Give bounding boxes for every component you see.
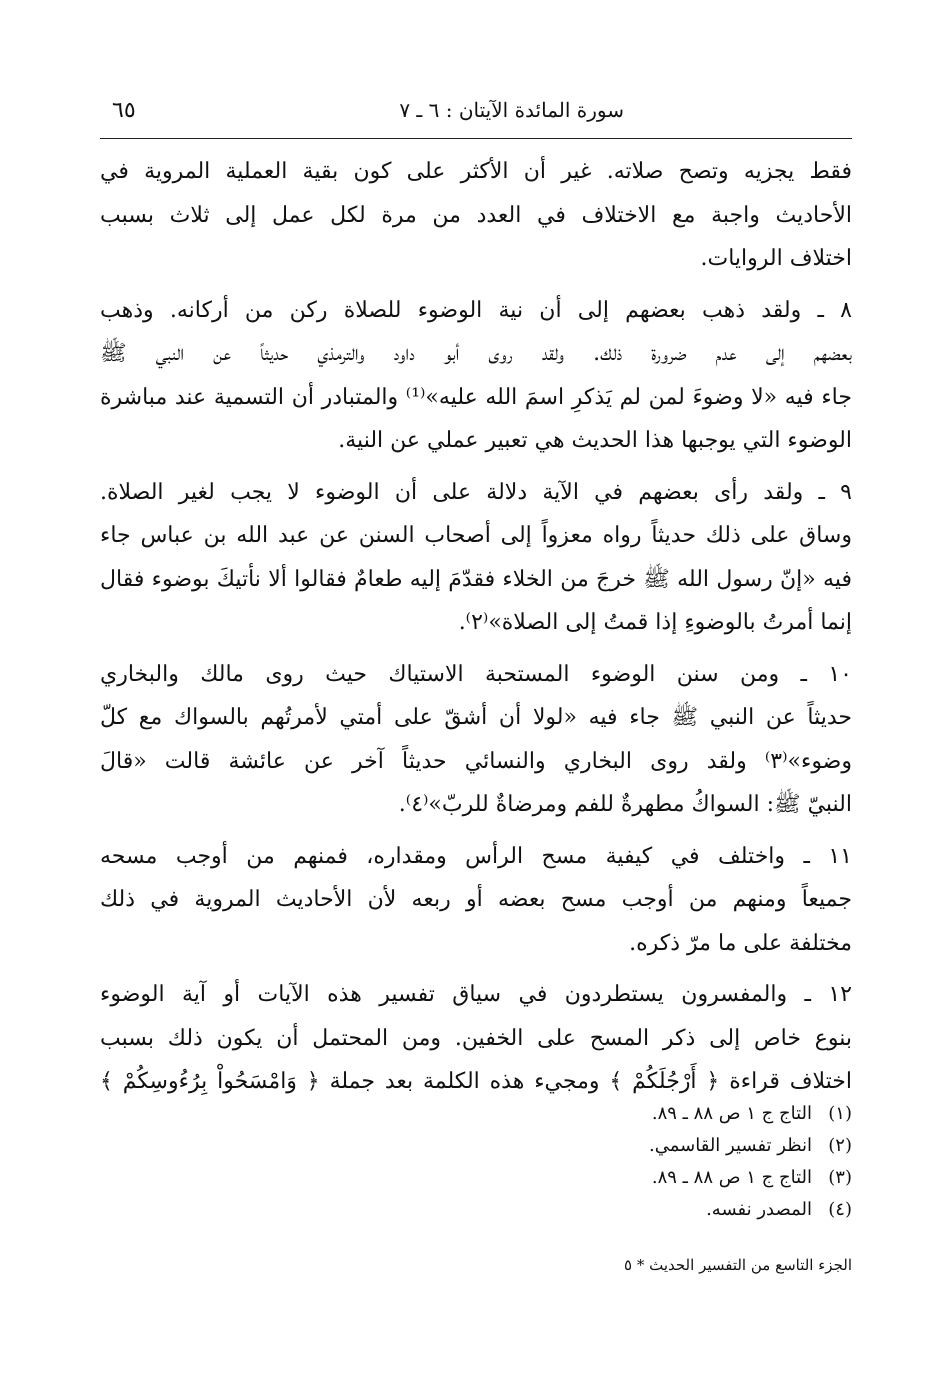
footnote-number: (٤) <box>828 1199 852 1220</box>
footnote-text: التاج ج ١ ص ٨٨ ـ ٨٩. <box>651 1103 812 1124</box>
text-line: وساق على ذلك حديثاً رواه معزواً إلى أصحاب السنن عن عبد الله بن عباس جاء <box>100 523 852 548</box>
text-line: ٨ ـ ولقد ذهب بعضهم إلى أن نية الوضوء للصلاة ركن من أركانه. وذهب <box>100 297 852 323</box>
footnotes <box>352 1098 852 1226</box>
text-line: وضوء»⁽٣⁾ ولقد روى البخاري والنسائي حديثاً آخر عن عائشة قالت «قالَ <box>100 748 852 774</box>
paragraph <box>100 150 852 281</box>
text-line: ٩ ـ ولقد رأى بعضهم في الآية دلالة على أن الوضوء لا يجب لغير الصلاة. <box>100 479 852 505</box>
footnote-text: انظر تفسير القاسمي. <box>649 1135 812 1156</box>
text-line: اختلاف قراءة ﴿ أَرْجُلَكُمْ ﴾ ومجيء هذه الكلمة بعد جملة ﴿ وَامْسَحُواْ بِرُءُوسِكُمْ ﴾ <box>100 1069 852 1094</box>
header-rule <box>100 138 852 139</box>
chapter-title: سورة المائدة الآيتان : ٦ ـ ٧ <box>399 98 624 122</box>
signature-line: الجزء التاسع من التفسير الحديث * ٥ <box>624 1256 852 1274</box>
running-header <box>100 92 852 136</box>
text-line: الأحاديث واجبة مع الاختلاف في العدد من مرة لكل عمل إلى ثلاث بسبب <box>100 202 852 228</box>
body-text <box>100 150 852 1112</box>
paragraph <box>100 289 852 463</box>
text-line: جميعاً ومنهم من أوجب مسح بعضه أو ربعه لأن الأحاديث المروية في ذلك <box>100 887 852 912</box>
paragraph <box>100 653 852 827</box>
paragraph <box>100 973 852 1104</box>
footnote-number: (١) <box>828 1103 852 1124</box>
footnote-number: (٢) <box>828 1135 852 1156</box>
text-line: جاء فيه «لا وضوءَ لمن لم يَذكرِ اسمَ الله عليه»⁽¹⁾ والمتبادر أن التسمية عند مباشرة <box>100 384 852 410</box>
text-line: حديثاً عن النبي ﷺ جاء فيه «لولا أن أشقّ على أمتي لأمرتُهم بالسواك مع كلّ <box>100 705 852 730</box>
paragraph <box>100 835 852 966</box>
footnote <box>352 1130 852 1162</box>
footnote <box>352 1098 852 1130</box>
text-line: النبيّ ﷺ: السواكُ مطهرةٌ للفم ومرضاةٌ للربّ»⁽٤⁾. <box>398 792 852 817</box>
text-line: ١٢ ـ والمفسرون يستطردون في سياق تفسير هذه الآيات أو آية الوضوء <box>100 982 852 1007</box>
paragraph <box>100 471 852 645</box>
text-line: الوضوء التي يوجبها هذا الحديث هي تعبير عملي عن النية. <box>338 428 852 453</box>
text-line: فيه «إنّ رسول الله ﷺ خرجَ من الخلاء فقدّمَ إليه طعامٌ فقالوا ألا نأتيكَ بوضوء فقال <box>100 566 852 592</box>
text-line: اختلاف الروايات. <box>700 246 852 271</box>
page-number: ٦٥ <box>112 98 136 123</box>
text-line: بعضهم إلى عدم ضرورة ذلك. ولقد روى أبو داود والترمذي حديثاً عن النبي ﷺ <box>100 341 852 366</box>
text-line: بنوع خاص إلى ذكر المسح على الخفين. ومن المحتمل أن يكون ذلك بسبب <box>100 1025 852 1051</box>
footnote-text: التاج ج ١ ص ٨٨ ـ ٨٩. <box>651 1167 812 1188</box>
footnote-number: (٣) <box>828 1167 852 1188</box>
text-line: فقط يجزيه وتصح صلاته. غير أن الأكثر على كون بقية العملية المروية في <box>100 159 852 184</box>
footnote-text: المصدر نفسه. <box>706 1199 812 1220</box>
text-line: مختلفة على ما مرّ ذكره. <box>629 930 852 956</box>
text-line: ١١ ـ واختلف في كيفية مسح الرأس ومقداره، فمنهم من أوجب مسحه <box>100 843 852 869</box>
footnote <box>352 1194 852 1226</box>
footnote <box>352 1162 852 1194</box>
text-line: إنما أمرتُ بالوضوءِ إذا قمتُ إلى الصلاة»⁽٢⁾. <box>458 610 852 635</box>
text-line: ١٠ ـ ومن سنن الوضوء المستحبة الاستياك حيث روى مالك والبخاري <box>100 661 852 687</box>
